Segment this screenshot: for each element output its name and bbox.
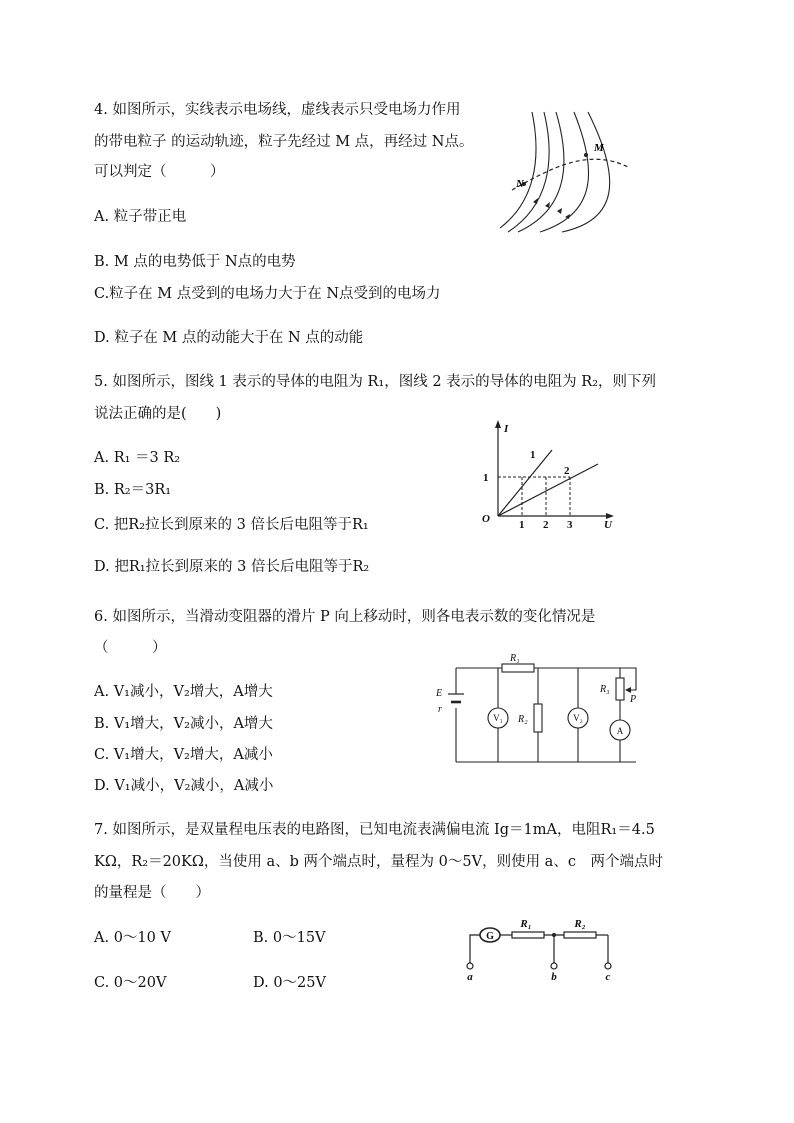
q5-line-1-label: 1 [530, 449, 536, 461]
q4-point-n-label: N [516, 178, 524, 190]
q6-r1-label: R₁ [510, 653, 520, 664]
q7-stem-line-1: 7. 如图所示，是双量程电压表的电路图，已知电流表满偏电流 Ig＝1mA，电阻R₁＝4.5 [94, 822, 655, 838]
q5-x-tick-1: 1 [519, 519, 525, 530]
q4-option-b: B. M 点的电势低于 N点的电势 [94, 254, 296, 270]
q6-ammeter-label: A [616, 726, 624, 736]
q6-v2-meter-label: V₂ [573, 713, 583, 723]
q7-terminal-a-label: a [467, 971, 473, 981]
q7-option-b: B. 0～15V [253, 930, 326, 946]
q4-stem-line-1: 4. 如图所示，实线表示电场线，虚线表示只受电场力作用 [94, 102, 461, 118]
q5-option-a: A. R₁ ＝3 R₂ [94, 450, 181, 466]
q7-terminal-c-label: c [605, 971, 611, 981]
q5-y-axis-label: I [504, 423, 509, 435]
q7-terminal-b-label: b [551, 971, 557, 981]
q4-point-m-label: M [594, 142, 604, 154]
q6-r2-label: R₂ [518, 714, 528, 725]
q6-circuit-diagram [432, 650, 648, 768]
q5-option-c: C. 把R₂拉长到原来的 3 倍长后电阻等于R₁ [94, 517, 369, 533]
q6-stem-line-1: 6. 如图所示，当滑动变阻器的滑片 P 向上移动时，则各电表示数的变化情况是 [94, 609, 596, 625]
q7-voltmeter-circuit [460, 915, 620, 981]
q7-stem-line-2: KΩ，R₂＝20KΩ，当使用 a、b 两个端点时，量程为 0～5V，则使用 a、c 两个端点时 [94, 854, 663, 870]
q5-x-tick-2: 2 [543, 519, 549, 530]
q6-option-b: B. V₁增大，V₂减小，A增大 [94, 716, 273, 732]
q6-r-label: r [438, 704, 442, 715]
q6-option-c: C. V₁增大，V₂增大，A减小 [94, 747, 273, 763]
q5-option-d: D. 把R₁拉长到原来的 3 倍长后电阻等于R₂ [94, 559, 370, 575]
q5-line-2-label: 2 [564, 465, 570, 477]
q7-r1-label: R₁ [520, 918, 532, 930]
q4-option-c: C.粒子在 M 点受到的电场力大于在 N点受到的电场力 [94, 286, 441, 302]
q6-option-d: D. V₁减小，V₂减小，A减小 [94, 778, 274, 794]
q5-option-b: B. R₂＝3R₁ [94, 482, 172, 498]
q7-option-c: C. 0～20V [94, 975, 167, 991]
q4-option-d: D. 粒子在 M 点的动能大于在 N 点的动能 [94, 330, 364, 346]
q6-stem-line-2: （ ） [94, 640, 167, 656]
q6-e-label: E [436, 688, 443, 699]
q7-r2-label: R₂ [574, 918, 586, 930]
q6-option-a: A. V₁减小，V₂增大，A增大 [94, 684, 273, 700]
q5-stem-line-1: 5. 如图所示，图线 1 表示的导体的电阻为 R₁，图线 2 表示的导体的电阻为 R₂，则下列 [94, 374, 657, 390]
q5-iu-graph [474, 418, 620, 530]
q7-option-a: A. 0～10 V [94, 930, 171, 946]
q5-x-tick-3: 3 [567, 519, 573, 530]
q4-option-a: A. 粒子带正电 [94, 209, 187, 225]
q4-electric-field-figure [498, 110, 634, 234]
q5-stem-line-2: 说法正确的是( ) [94, 406, 222, 422]
q4-stem-line-3: 可以判定（ ） [94, 164, 225, 180]
q6-p-label: P [630, 694, 637, 705]
q4-stem-line-2: 的带电粒子 的运动轨迹，粒子先经过 M 点，再经过 N点。 [94, 134, 474, 150]
q6-r3-label: R₃ [600, 684, 610, 695]
q5-x-axis-label: U [604, 519, 612, 530]
q7-stem-line-3: 的量程是（ ） [94, 885, 210, 901]
q6-v1-meter-label: V₁ [493, 713, 503, 723]
q7-option-d: D. 0～25V [253, 975, 326, 991]
q5-y-tick-1: 1 [483, 472, 489, 484]
q5-origin-label: O [482, 513, 490, 525]
q7-galvanometer-label: G [486, 931, 494, 942]
